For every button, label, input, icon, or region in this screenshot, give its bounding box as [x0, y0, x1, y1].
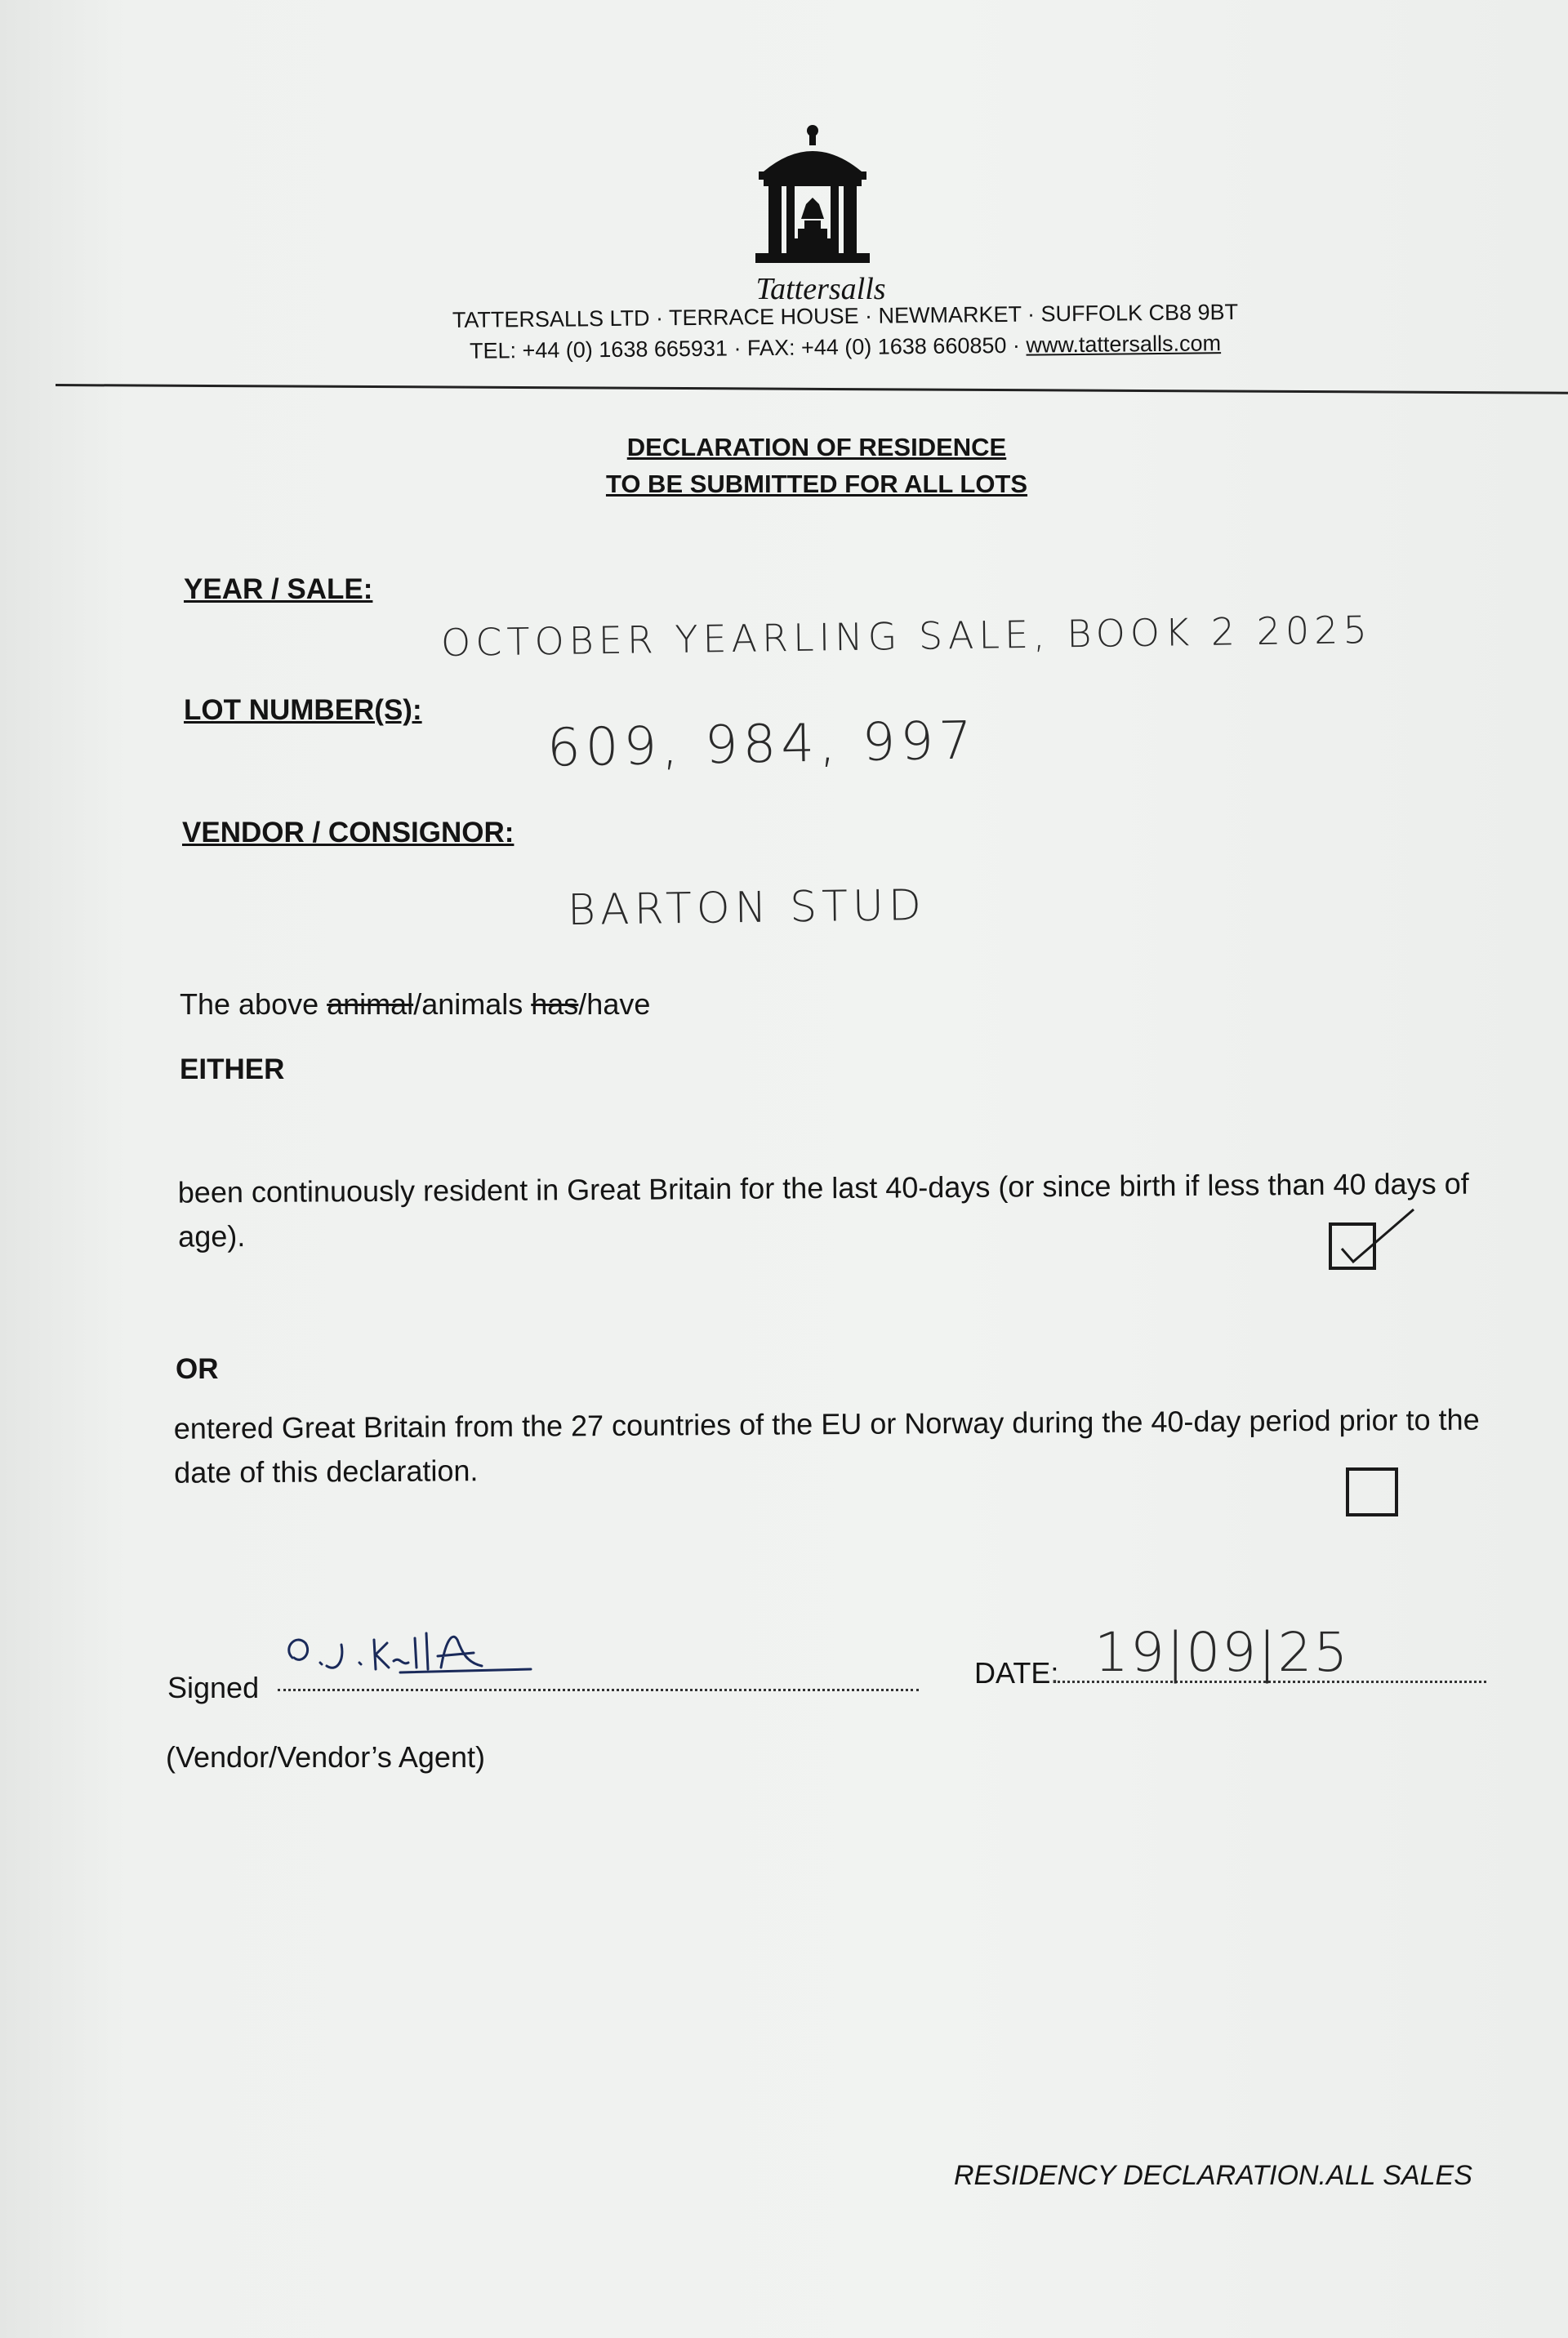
handwritten-signature	[278, 1615, 555, 1697]
option1-text: been continuously resident in Great Britain for the last 40-days (or since birth if less than 40 days of age).	[177, 1166, 1469, 1254]
statement-has-struck: has	[531, 987, 579, 1021]
vendor-label: VENDOR / CONSIGNOR:	[182, 817, 514, 848]
option2-checkbox[interactable]	[1346, 1467, 1398, 1516]
date-label: DATE:	[974, 1656, 1059, 1690]
form-title: DECLARATION OF RESIDENCE	[626, 433, 1007, 461]
form-subtitle: TO BE SUBMITTED FOR ALL LOTS	[605, 470, 1028, 498]
form-reference-footer: RESIDENCY DECLARATION.ALL SALES	[954, 2160, 1472, 2191]
option1-checkbox[interactable]	[1329, 1222, 1376, 1270]
statement-middle: /animals	[413, 987, 532, 1021]
statement-suffix: /have	[578, 987, 651, 1021]
vendor-value[interactable]: BARTON STUD	[567, 880, 927, 936]
signed-label: Signed	[167, 1671, 260, 1704]
lot-number-value[interactable]: 609, 984, 997	[546, 710, 978, 779]
brand-name: Tattersalls	[755, 272, 886, 306]
header-divider	[56, 384, 1568, 394]
company-address: TATTERSALLS LTD · TERRACE HOUSE · NEWMARKET · SUFFOLK CB8 9BT	[452, 299, 1239, 333]
statement-animal-struck: animal	[327, 987, 414, 1021]
or-label: OR	[176, 1353, 219, 1385]
year-sale-value[interactable]: OCTOBER YEARLING SALE, BOOK 2 2025	[440, 608, 1373, 665]
signer-role-label: (Vendor/Vendor’s Agent)	[166, 1740, 485, 1774]
date-value[interactable]: 19|09|25	[1094, 1621, 1350, 1684]
animal-statement	[180, 982, 650, 1026]
lot-number-label: LOT NUMBER(S):	[184, 694, 422, 726]
tattersalls-logo-icon	[747, 122, 878, 269]
checkmark-icon	[1332, 1208, 1405, 1265]
option2-text: entered Great Britain from the 27 countries of the EU or Norway during the 40-day period prior to the date of this declaration.	[173, 1402, 1480, 1490]
contact-numbers: TEL: +44 (0) 1638 665931 · FAX: +44 (0) 1638 660850 ·	[469, 332, 1027, 363]
either-label: EITHER	[180, 1053, 285, 1085]
statement-prefix: The above	[180, 987, 327, 1021]
website-link[interactable]: www.tattersalls.com	[1026, 331, 1222, 358]
company-contact	[327, 329, 1364, 365]
year-sale-label: YEAR / SALE:	[184, 573, 373, 605]
